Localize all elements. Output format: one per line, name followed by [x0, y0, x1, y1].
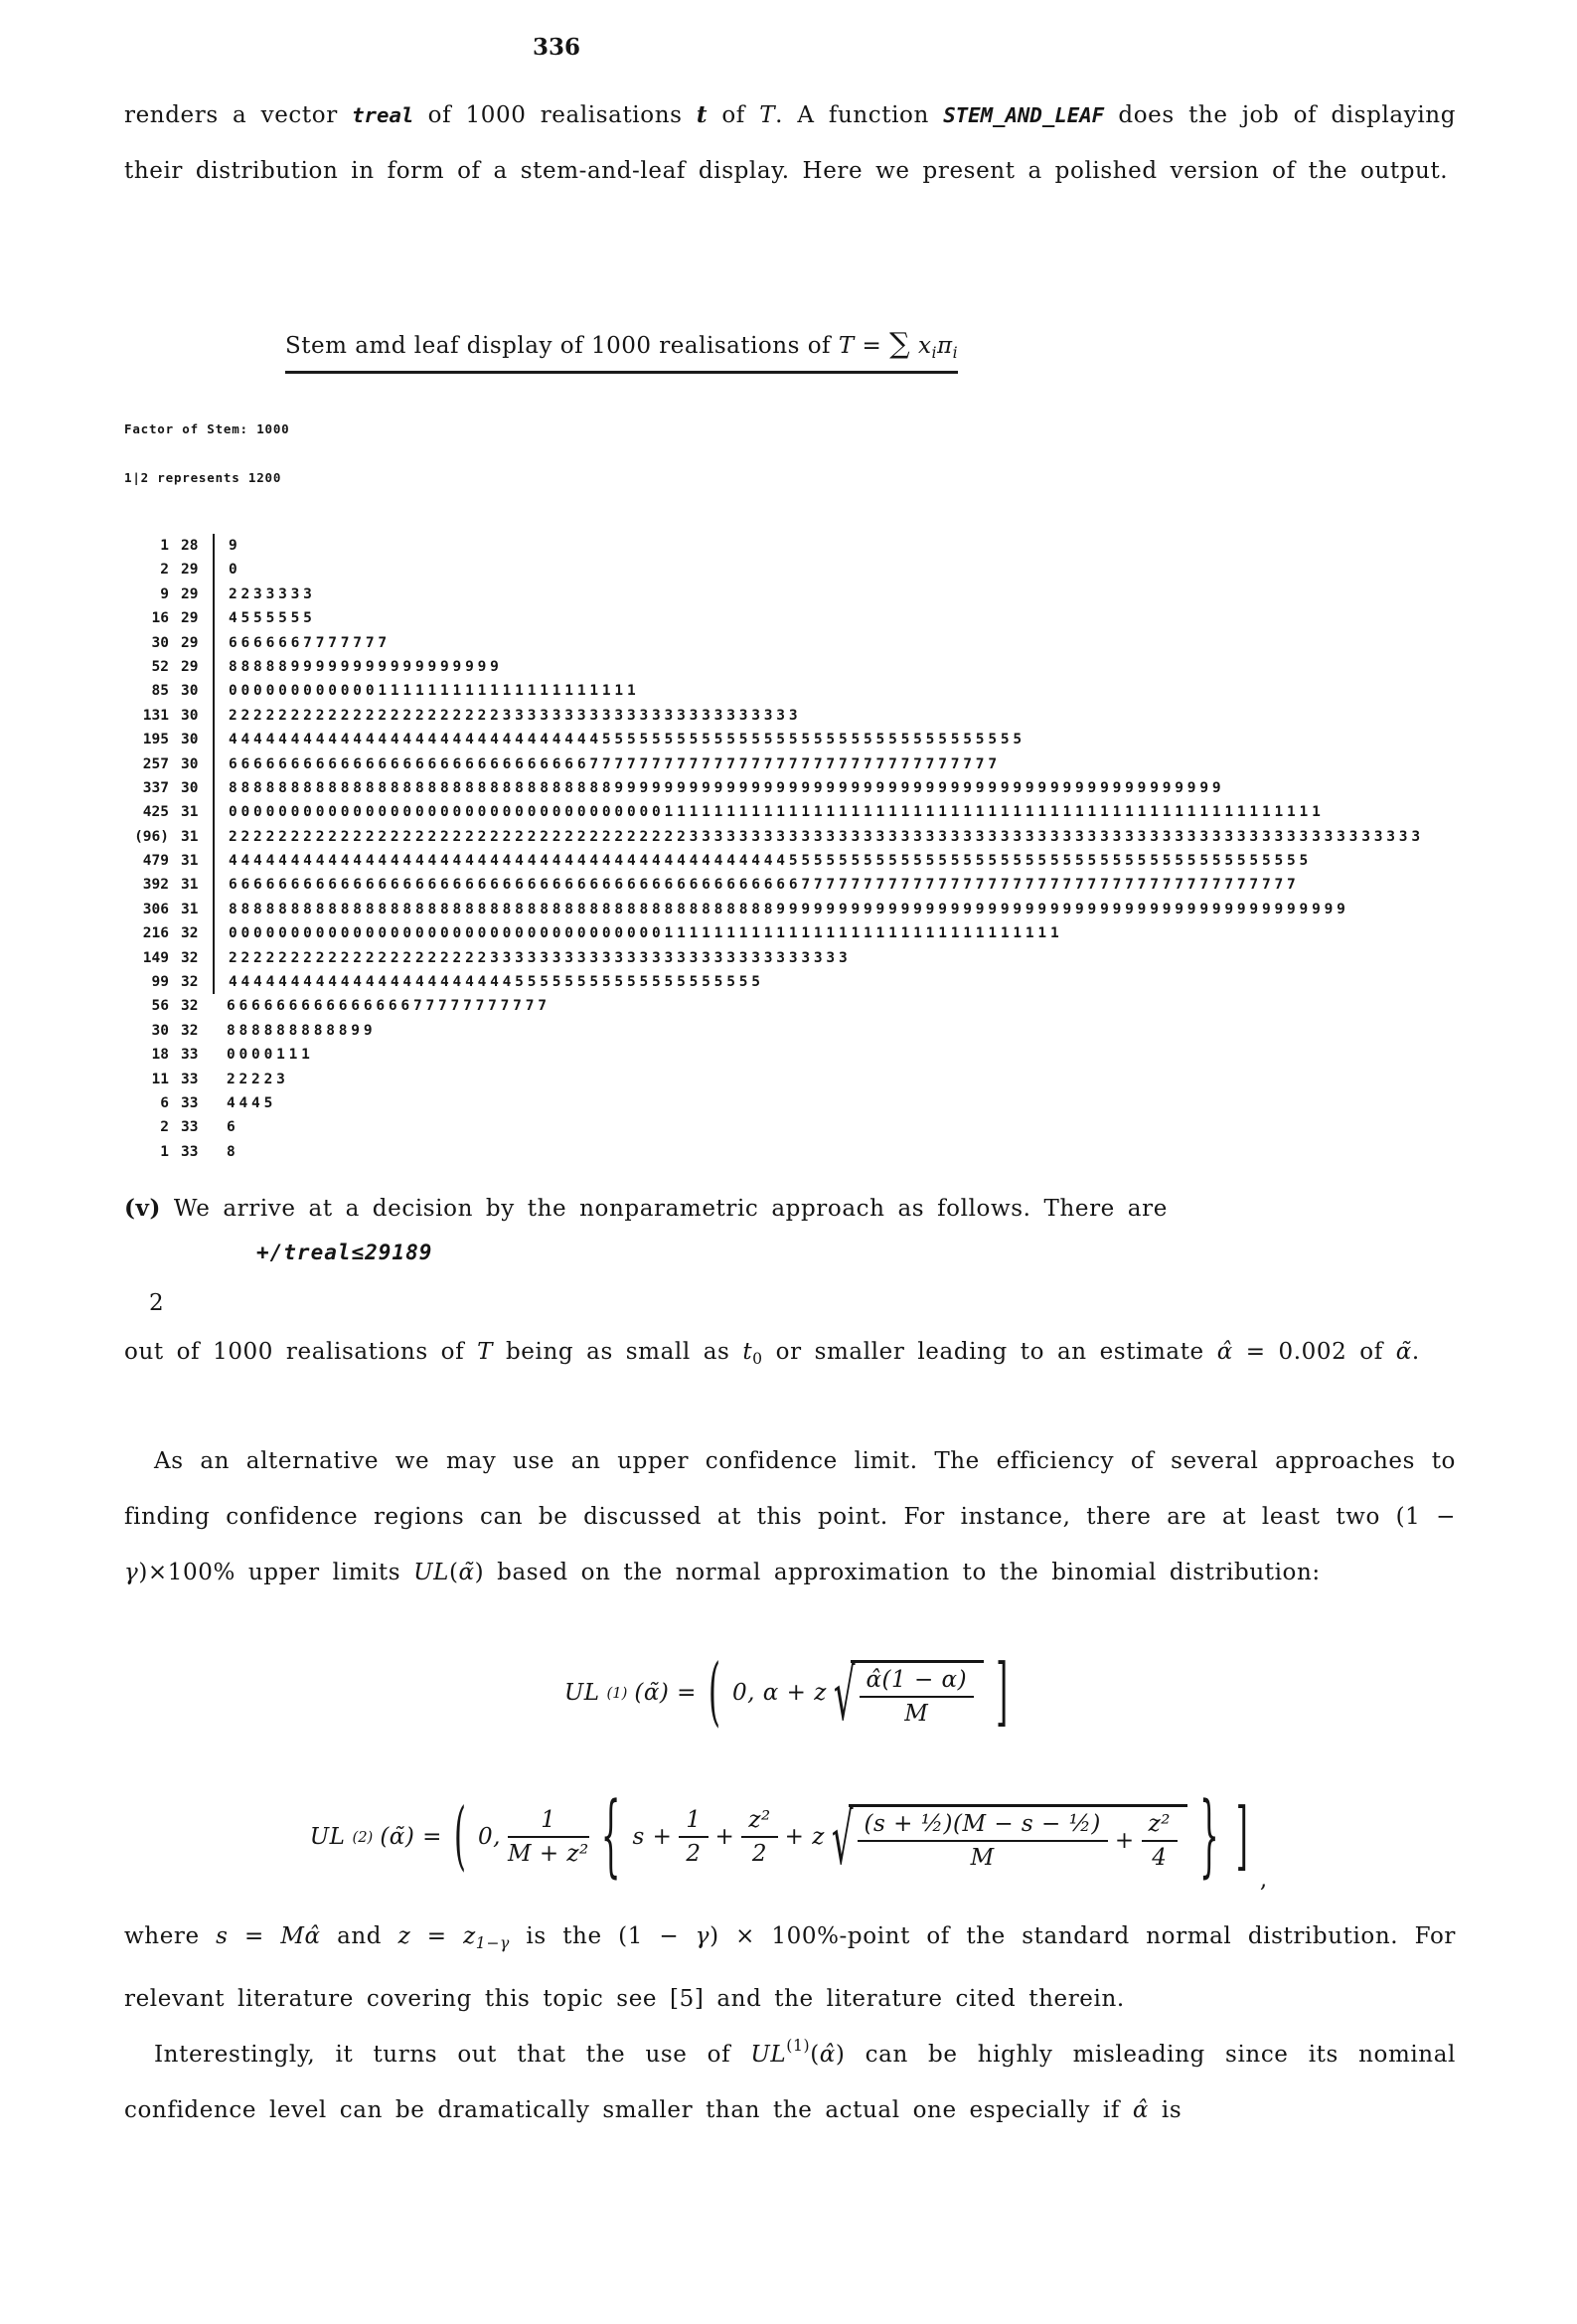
formula-superscript: (2) — [352, 1828, 374, 1846]
table-row — [109, 728, 1424, 751]
depth-cell: 6 — [160, 1094, 169, 1111]
leaves-cell: 888888888888888888888888888888888888888888889999999999999999999999999999999999999999999999 — [213, 898, 1349, 921]
radical-sign-icon: √ — [833, 1654, 856, 1739]
stem-cell: 30 — [181, 683, 199, 700]
formula-arg: (α̃) = — [634, 1680, 697, 1706]
table-row — [109, 776, 1424, 800]
depth-cell: 16 — [151, 610, 169, 627]
depth-cell: 392 — [142, 877, 169, 894]
fraction-numerator: 1 — [679, 1807, 708, 1838]
leaves-cell: 8 — [227, 1143, 239, 1160]
fraction — [858, 1811, 1108, 1871]
open-paren: ( — [708, 1649, 721, 1737]
depth-cell: 30 — [151, 1022, 169, 1039]
fraction-numerator: (s + ½)(M − s − ½) — [858, 1811, 1108, 1842]
fraction-denominator: M — [970, 1844, 995, 1871]
depth-cell: 131 — [142, 707, 169, 724]
stem-and-leaf-table — [109, 534, 1424, 1164]
fraction-denominator: 2 — [751, 1841, 768, 1867]
fraction-numerator: 1 — [508, 1807, 589, 1838]
table-row — [109, 558, 1424, 581]
factor-of-stem-note: Factor of Stem: 1000 — [124, 421, 290, 436]
leaves-cell: 2222222222222222222222333333333333333333333333 — [213, 704, 801, 728]
stem-legend-note: 1|2 represents 1200 — [124, 470, 282, 485]
leaves-cell: 4555555 — [213, 606, 316, 630]
fraction — [679, 1807, 708, 1867]
stem-cell: 31 — [181, 877, 199, 894]
depth-cell: 2 — [160, 562, 169, 579]
stem-cell: 29 — [181, 610, 199, 627]
fraction-numerator: z² — [1142, 1811, 1178, 1842]
depth-cell: 479 — [142, 853, 169, 870]
plus-sign: + — [1114, 1827, 1135, 1854]
stem-cell: 29 — [181, 562, 199, 579]
leaves-cell: 0000000000000000000000000000000000011111111111111111111111111111111111111111111111111111 — [213, 800, 1325, 824]
table-row — [109, 946, 1424, 970]
stem-cell: 29 — [181, 634, 199, 651]
depth-cell: 11 — [151, 1071, 169, 1087]
stem-cell: 31 — [181, 804, 199, 821]
formula-lhs: UL — [563, 1680, 600, 1706]
estimate-paragraph: out of 1000 realisations of T being as small as $t_0$ or smaller leading to an estimate α̂ = 0.002 of α̃. — [124, 1339, 1420, 1368]
stem-cell: 30 — [181, 707, 199, 724]
leaves-cell: 66666666666666666666666666666777777777777777777777777777777777 — [213, 752, 1001, 776]
table-row — [109, 921, 1424, 945]
table-row — [109, 873, 1424, 897]
leaves-cell: 6666667777777 — [213, 631, 391, 655]
open-paren: ( — [453, 1793, 466, 1881]
fraction — [1142, 1811, 1178, 1871]
leaves-cell: 222222222222222222222222222222222222233333333333333333333333333333333333333333333333333333333333 — [213, 825, 1424, 849]
depth-cell: 9 — [160, 585, 169, 602]
table-row — [109, 582, 1424, 606]
table-row — [109, 898, 1424, 921]
table-row — [109, 679, 1424, 703]
leaves-cell: 88888888888888888888888888888889999999999999999999999999999999999999999999999999 — [213, 776, 1224, 800]
interestingly-paragraph: Interestingly, it turns out that the use of UL$^{(1)}$(α̂) can be highly misleading since its nominal confidence level can be dramatically smaller than the actual one especially if α̂ is — [124, 2036, 1456, 2123]
depth-cell: 337 — [142, 779, 169, 796]
depth-cell: 1 — [160, 538, 169, 554]
leaves-cell: 000000000000111111111111111111111 — [213, 679, 639, 703]
table-row — [109, 1043, 1424, 1067]
table-row — [109, 1091, 1424, 1115]
stem-cell: 32 — [181, 1022, 199, 1039]
stem-cell: 33 — [181, 1047, 199, 1064]
depth-cell: 1 — [160, 1143, 169, 1160]
table-row — [109, 1140, 1424, 1164]
depth-cell: 18 — [151, 1047, 169, 1064]
depth-cell: 195 — [142, 732, 169, 748]
table-row — [109, 970, 1424, 994]
depth-cell: 257 — [142, 755, 169, 772]
stem-cell: 30 — [181, 732, 199, 748]
stem-cell: 28 — [181, 538, 199, 554]
formula-body: 0, α + z — [732, 1680, 827, 1706]
trailing-comma: , — [1259, 1867, 1268, 1893]
leaves-cell: 9 — [213, 534, 241, 558]
fraction-denominator: 4 — [1152, 1844, 1168, 1871]
stem-cell: 31 — [181, 901, 199, 917]
leaves-cell: 888888888899 — [227, 1022, 377, 1039]
table-row — [109, 752, 1424, 776]
leaves-cell: 8888899999999999999999 — [213, 655, 503, 679]
decision-paragraph: (v) We arrive at a decision by the nonparametric approach as follows. There are — [124, 1195, 1168, 1222]
stem-cell: 32 — [181, 949, 199, 966]
leaves-cell: 4445 — [227, 1094, 277, 1111]
display-title: Stem amd leaf display of 1000 realisations of T = ∑ $x_i\pi_i$ — [285, 326, 958, 374]
table-row — [109, 1115, 1424, 1139]
table-row — [109, 825, 1424, 849]
page-number: 336 — [532, 34, 580, 61]
fraction-denominator: 2 — [686, 1841, 702, 1867]
leaves-cell: 0 — [213, 558, 241, 581]
table-row — [109, 849, 1424, 873]
stem-cell: 33 — [181, 1119, 199, 1136]
table-row — [109, 1019, 1424, 1043]
leaves-cell: 2233333 — [213, 582, 316, 606]
leaves-cell: 4444444444444444444444444444445555555555555555555555555555555555 — [213, 728, 1025, 751]
depth-cell: (96) — [134, 828, 169, 845]
open-brace: { — [600, 1784, 621, 1890]
depth-cell: 85 — [151, 683, 169, 700]
leaves-cell: 444444444444444444444444444444444444444444444555555555555555555555555555555555555555555 — [213, 849, 1312, 873]
depth-cell: 425 — [142, 804, 169, 821]
table-row — [109, 800, 1424, 824]
stem-cell: 30 — [181, 779, 199, 796]
stem-cell: 31 — [181, 828, 199, 845]
radical-sign-icon: √ — [831, 1798, 854, 1883]
table-row — [109, 994, 1424, 1018]
table-row — [109, 655, 1424, 679]
stem-cell: 32 — [181, 974, 199, 991]
formula-ul1 — [0, 1638, 1577, 1747]
stem-cell: 32 — [181, 925, 199, 942]
result-count: 2 — [149, 1290, 164, 1316]
leaves-cell: 4444444444444444444444455555555555555555555 — [213, 970, 764, 994]
radical-content — [849, 1804, 1187, 1871]
close-bracket: ] — [1235, 1793, 1248, 1881]
radical-content — [851, 1660, 985, 1727]
depth-cell: 216 — [142, 925, 169, 942]
stem-cell: 33 — [181, 1094, 199, 1111]
leaves-cell: 0000000000000000000000000000000000011111111111111111111111111111111 — [213, 921, 1063, 945]
formula-superscript: (1) — [606, 1684, 628, 1702]
depth-cell: 306 — [142, 901, 169, 917]
table-row — [109, 534, 1424, 558]
leaves-cell: 66666666666666666666666666666666666666666666667777777777777777777777777777777777777777 — [213, 873, 1300, 897]
table-row — [109, 631, 1424, 655]
leaves-cell: 0000111 — [227, 1047, 314, 1064]
stem-cell: 33 — [181, 1071, 199, 1087]
depth-cell: 2 — [160, 1119, 169, 1136]
fraction — [741, 1807, 777, 1867]
apl-expression: +/treal≤29189 — [256, 1241, 433, 1264]
close-bracket: ] — [996, 1649, 1009, 1737]
close-brace: } — [1199, 1784, 1219, 1890]
stem-cell: 32 — [181, 998, 199, 1015]
leaves-cell: 22223 — [227, 1071, 289, 1087]
radical — [833, 1654, 984, 1739]
stem-cell: 31 — [181, 853, 199, 870]
table-row — [109, 606, 1424, 630]
radical — [831, 1798, 1187, 1883]
formula-ul2 — [0, 1767, 1577, 1907]
leaves-cell: 6 — [227, 1119, 239, 1136]
stem-cell: 30 — [181, 755, 199, 772]
fraction — [860, 1667, 975, 1727]
plus-sign: + — [714, 1824, 735, 1850]
stem-cell: 29 — [181, 658, 199, 675]
fraction-numerator: α̂(1 − α) — [860, 1667, 975, 1698]
depth-cell: 56 — [151, 998, 169, 1015]
leaves-cell: 22222222222222222222233333333333333333333333333333 — [213, 946, 852, 970]
s-term: s + — [632, 1824, 673, 1850]
depth-cell: 30 — [151, 634, 169, 651]
depth-cell: 149 — [142, 949, 169, 966]
depth-cell: 52 — [151, 658, 169, 675]
plus-z-term: + z — [784, 1824, 825, 1850]
table-row — [109, 704, 1424, 728]
stem-cell: 29 — [181, 585, 199, 602]
fraction-denominator: M — [904, 1700, 929, 1727]
fraction-numerator: z² — [741, 1807, 777, 1838]
intro-paragraph: renders a vector treal of 1000 realisations t of T. A function STEM_AND_LEAF does the job of displaying their distribution in form of a stem-and-leaf display. Here we present a polished version of the output. — [124, 101, 1457, 184]
fraction — [508, 1807, 589, 1867]
formula-arg: (α̃) = — [380, 1824, 442, 1850]
depth-cell: 99 — [151, 974, 169, 991]
fraction-denominator: M + z² — [507, 1841, 589, 1867]
zero-term: 0, — [478, 1824, 501, 1850]
where-paragraph: where s = Mα̂ and $z = z_{1-\gamma}$ is the (1 − γ) × 100%-point of the standard normal distribution. For relevant literature covering this topic see [5] and the literature cited therein. — [124, 1923, 1456, 2012]
leaves-cell: 66666666666666677777777777 — [227, 998, 551, 1015]
formula-lhs: UL — [309, 1824, 346, 1850]
stem-cell: 33 — [181, 1143, 199, 1160]
alternative-paragraph: As an alternative we may use an upper confidence limit. The efficiency of several approaches to finding confidence regions can be discussed at this point. For instance, there are at least two (1 − γ)×100% upper limits UL(α̃) based on the normal approximation to the binomial distribution: — [124, 1448, 1456, 1585]
table-row — [109, 1068, 1424, 1091]
